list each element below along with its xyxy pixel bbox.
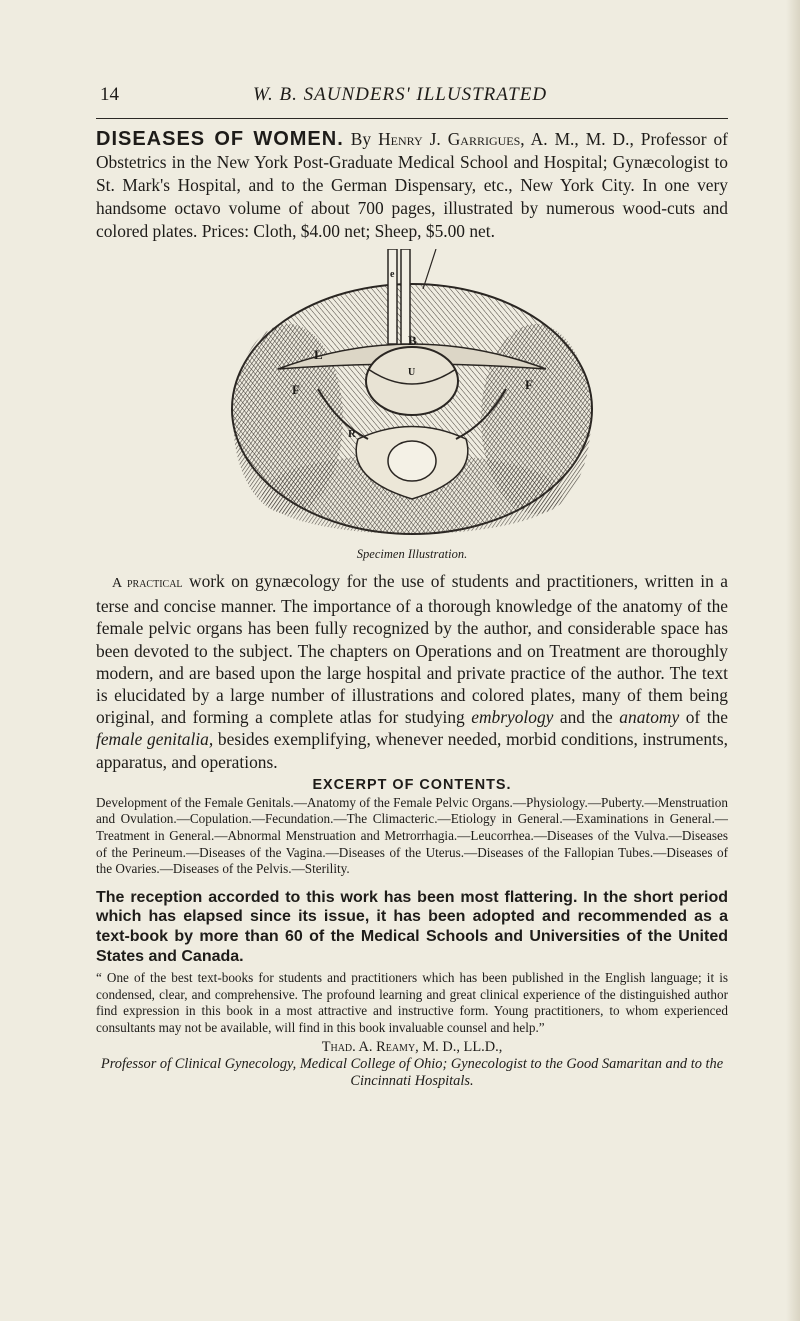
excerpt-contents: Development of the Female Genitals.—Anatomy of the Female Pelvic Organs.—Physiology.—Puberty.—Menstruation and Ovulation.—Copulation.—Fecundation.—The Climacteric.—Etiology in General.—Examinations in General.—Treatment in General.—Abnormal Menstruation and Metrorrhagia.—Leucorrhea.—Diseases of the Vulva.—Diseases of the Perineum.—Diseases of the Vagina.—Diseases of the Uterus.—Diseases of the Fallopian Tubes.—Diseases of the Ovaries.—Diseases of the Pelvis.—Sterility. bbox=[96, 794, 728, 877]
description-em-embryology: embryology bbox=[471, 707, 554, 728]
figure-label-e: e bbox=[390, 269, 395, 280]
book-title: DISEASES OF WOMEN. bbox=[96, 128, 344, 150]
testimonial-affiliation: Professor of Clinical Gynecology, Medical College of Ohio; Gynecologist to the Good Samaritan and to the Cincinnati Hospitals. bbox=[100, 1055, 724, 1089]
reception-statement: The reception accorded to this work has been most flattering. In the short period which has elapsed since its issue, it has been adopted and recommended as a text-book by more than 60 of the Medical Schools and Universities of the United States and Canada. bbox=[96, 888, 728, 965]
uterus-shape bbox=[366, 347, 458, 415]
testimonial-author bbox=[96, 1039, 728, 1056]
page-number: 14 bbox=[100, 84, 119, 105]
author-details: Professor of Obstetrics in the New York Post-Graduate Medical School and Hospital; Gynæcologist to St. Mark's Hospital, and to the German Dispensary, etc., New York City. In one very handsome octavo volume of about 700 pages, illustrated by numerous wood-cuts and colored plates. Prices: Cloth, $4.00 net; Sheep, $5.00 net. bbox=[96, 129, 728, 241]
figure-label-f-right: F bbox=[525, 377, 533, 392]
page-content bbox=[96, 128, 728, 1090]
figure-label-u: U bbox=[408, 367, 416, 378]
excerpt-title: EXCERPT OF CONTENTS. bbox=[312, 776, 512, 793]
testimonial-quote: “ One of the best text-books for students and practitioners which has been published in the English language; it is condensed, clear, and comprehensive. The profound learning and great clinical experience of the distinguished author find expression in this book in a most attractive and instructive form. Young practitioners, to whom experienced consultants may not be available, will find in this book invaluable counsel and help.” bbox=[96, 970, 728, 1035]
description-text-3: of the bbox=[679, 707, 728, 728]
page-edge-shadow bbox=[786, 0, 800, 1321]
description-text-4: besides exemplifying, whenever needed, morbid conditions, instruments, apparatus, and operations. bbox=[96, 729, 728, 772]
rod-instrument-right bbox=[401, 249, 410, 344]
header-rule bbox=[96, 118, 728, 119]
page-header bbox=[0, 84, 800, 114]
figure-label-r: R bbox=[348, 428, 356, 440]
figure-label-l: L bbox=[314, 347, 323, 362]
description-text-1: work on gynæcology for the use of students and practitioners, written in a terse and concise manner. The importance of a thorough knowledge of the anatomy of the female pelvic organs has been fully recognized by the author, and considerable space has been devoted to the subject. The chapters on Operations and on Treatment are thoroughly modern, and are based upon the large hospital and private practice of the author. The text is elucidated by a large number of illustrations and colored plates, many of them being original, and forming a complete atlas for studying bbox=[96, 571, 728, 728]
by-word: By bbox=[350, 129, 372, 149]
description-em-female-genitalia: female genitalia, bbox=[96, 729, 214, 750]
description-em-anatomy: anatomy bbox=[619, 707, 680, 728]
description-lead: A practical bbox=[112, 576, 183, 591]
book-author: Henry J. Garrigues, A. M., M. D., bbox=[378, 129, 634, 149]
specimen-figure bbox=[96, 249, 728, 562]
anatomical-illustration bbox=[218, 249, 606, 545]
book-description bbox=[96, 570, 728, 773]
testimonial-author-name: Thad. A. Reamy, M. D., LL.D., bbox=[321, 1038, 503, 1055]
figure-label-b: B bbox=[408, 333, 417, 348]
running-head: W. B. SAUNDERS' ILLUSTRATED bbox=[252, 84, 548, 105]
pointer-line bbox=[423, 249, 436, 289]
figure-label-f-left: F bbox=[292, 382, 300, 397]
rectum-shape bbox=[388, 441, 436, 481]
rod-instrument-left bbox=[388, 249, 397, 344]
description-text-2: and the bbox=[553, 707, 620, 728]
figure-caption: Specimen Illustration. bbox=[356, 547, 468, 561]
book-intro bbox=[96, 128, 728, 243]
